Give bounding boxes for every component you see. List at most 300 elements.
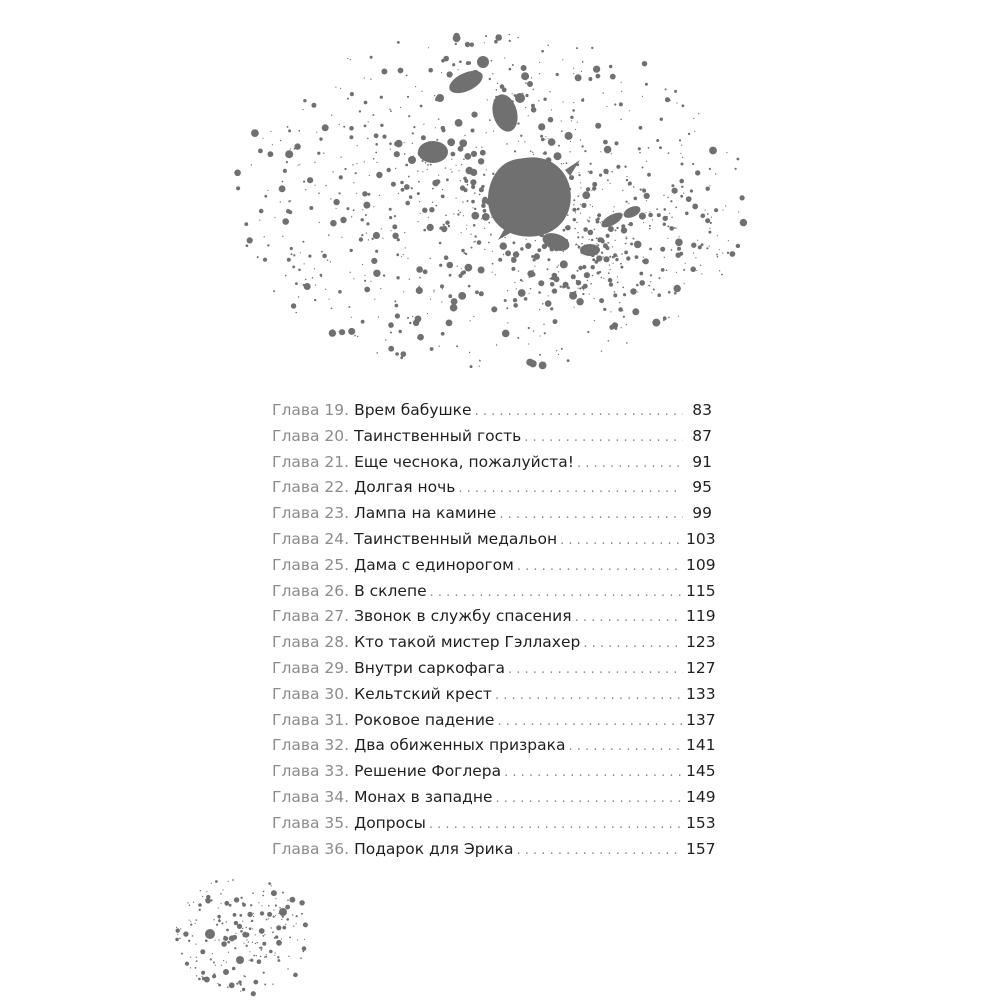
ink-speck	[618, 307, 623, 312]
ink-speck	[692, 163, 694, 165]
ink-speck	[514, 150, 516, 152]
ink-speck	[674, 90, 677, 93]
chapter-title: Решение Фоглера	[354, 762, 502, 781]
ink-speck	[505, 237, 506, 238]
ink-speck	[347, 98, 349, 100]
ink-speck	[574, 228, 576, 230]
ink-speck	[438, 118, 440, 120]
ink-speck	[580, 139, 581, 140]
ink-speck	[309, 206, 313, 210]
ink-speck	[314, 162, 315, 163]
ink-speck	[607, 242, 609, 244]
ink-speck	[580, 182, 581, 183]
ink-speck	[681, 163, 684, 166]
ink-speck	[540, 135, 543, 138]
ink-speck	[504, 200, 505, 201]
ink-speck	[245, 976, 246, 977]
ink-speck	[252, 942, 253, 943]
ink-speck	[580, 213, 581, 214]
ink-speck	[447, 138, 455, 146]
ink-speck	[375, 250, 378, 253]
ink-speck	[409, 279, 410, 280]
ink-speck	[512, 93, 513, 94]
ink-speck	[264, 984, 266, 986]
ink-speck	[259, 928, 265, 934]
ink-speck	[328, 234, 330, 236]
ink-speck	[422, 160, 424, 162]
chapter-title: Таинственный медальон	[354, 529, 558, 548]
ink-speck	[293, 925, 294, 926]
ink-speck	[455, 119, 463, 127]
ink-speck	[690, 189, 693, 192]
ink-speck	[471, 212, 479, 220]
toc-entry	[272, 424, 712, 450]
ink-speck	[380, 288, 381, 289]
ink-speck	[592, 182, 597, 187]
page-number: 91	[692, 452, 712, 471]
ink-speck	[531, 104, 535, 108]
toc-entry	[272, 656, 716, 682]
ink-speck	[369, 175, 370, 176]
ink-speck	[275, 904, 277, 906]
ink-speck	[616, 165, 620, 169]
ink-speck	[340, 217, 346, 223]
ink-speck	[550, 192, 553, 195]
ink-speck	[405, 247, 406, 248]
ink-speck	[538, 100, 539, 101]
ink-speck	[608, 226, 614, 232]
ink-speck	[727, 252, 729, 254]
ink-speck	[609, 256, 611, 258]
ink-speck	[558, 145, 560, 147]
dot-leader	[577, 451, 683, 477]
ink-speck	[474, 208, 476, 210]
ink-speck	[256, 955, 257, 956]
ink-speck	[531, 158, 539, 166]
ink-speck	[330, 261, 331, 262]
ink-speck	[492, 263, 494, 265]
ink-speck	[542, 244, 547, 249]
ink-speck	[575, 74, 582, 81]
ink-speck	[275, 952, 276, 953]
ink-speck	[416, 266, 423, 273]
ink-speck	[681, 186, 683, 188]
ink-speck	[639, 213, 646, 220]
ink-speck	[302, 241, 304, 243]
ink-speck	[293, 973, 298, 978]
ink-speck	[668, 152, 670, 154]
ink-speck	[457, 213, 459, 215]
ink-speck	[588, 171, 589, 172]
ink-speck	[545, 136, 546, 137]
ink-speck	[585, 192, 586, 193]
ink-speck	[361, 320, 365, 324]
ink-speck	[633, 186, 635, 188]
ink-speck	[582, 191, 590, 199]
ink-speck	[201, 971, 205, 975]
ink-speck	[496, 89, 498, 91]
ink-speck	[253, 916, 254, 917]
ink-speck	[451, 298, 458, 305]
ink-speck	[539, 62, 540, 63]
ink-speck	[406, 75, 408, 77]
ink-speck	[474, 192, 476, 194]
ink-speck	[548, 138, 549, 139]
ink-speck	[717, 256, 719, 258]
ink-speck	[730, 251, 736, 257]
ink-speck	[257, 942, 258, 943]
ink-speck	[364, 125, 367, 128]
ink-speck	[395, 304, 399, 308]
ink-speck	[338, 290, 342, 294]
ink-speck	[226, 921, 227, 922]
ink-speck	[527, 270, 534, 277]
ink-speck	[323, 153, 324, 154]
ink-speck	[565, 132, 573, 140]
ink-speck	[513, 298, 517, 302]
ink-speck	[517, 190, 519, 192]
ink-speck	[267, 244, 269, 246]
ink-speck	[340, 88, 341, 89]
ink-speck	[275, 898, 276, 899]
ink-speck	[663, 223, 666, 226]
ink-speck	[425, 162, 427, 164]
ink-speck	[502, 330, 510, 338]
ink-speck	[698, 113, 699, 114]
ink-speck	[533, 270, 534, 271]
ink-speck	[355, 172, 357, 174]
ink-speck	[664, 208, 667, 211]
ink-speck	[596, 220, 600, 224]
ink-speck	[264, 236, 265, 237]
ink-speck	[509, 34, 510, 35]
ink-speck	[602, 189, 603, 190]
ink-speck	[683, 193, 684, 194]
ink-speck	[573, 218, 576, 221]
ink-speck	[374, 299, 375, 300]
ink-speck	[535, 202, 536, 203]
table-of-contents	[272, 398, 716, 862]
ink-speck	[547, 243, 550, 246]
ink-speck	[227, 937, 228, 938]
ink-speck	[458, 292, 466, 300]
ink-speck	[411, 187, 413, 189]
page-number: 87	[692, 426, 712, 445]
ink-speck	[314, 268, 315, 269]
ink-speck	[305, 189, 306, 190]
ink-speck	[346, 207, 349, 210]
ink-speck	[305, 279, 307, 281]
ink-speck	[486, 132, 487, 133]
ink-speck	[202, 896, 203, 897]
ink-speck	[250, 904, 252, 906]
ink-speck	[285, 905, 290, 910]
ink-speck	[242, 902, 244, 904]
ink-speck	[253, 913, 254, 914]
ink-speck	[596, 254, 597, 255]
ink-speck	[400, 107, 401, 108]
ink-speck	[507, 290, 508, 291]
ink-speck	[601, 221, 602, 222]
ink-speck	[281, 919, 282, 920]
ink-speck	[441, 195, 445, 199]
ink-speck	[613, 293, 617, 297]
ink-speck	[524, 297, 528, 301]
ink-speck	[542, 181, 544, 183]
ink-speck	[659, 277, 661, 279]
ink-speck	[578, 172, 579, 173]
toc-entry	[272, 398, 712, 424]
ink-speck	[642, 189, 646, 193]
ink-speck	[498, 258, 502, 262]
ink-speck	[226, 929, 229, 932]
ink-speck	[439, 227, 442, 230]
ink-speck	[252, 928, 253, 929]
page-number: 153	[686, 813, 716, 832]
ink-speck	[573, 73, 574, 74]
ink-speck	[232, 939, 233, 940]
ink-speck	[394, 141, 399, 146]
ink-speck	[187, 902, 188, 903]
ink-speck	[468, 61, 472, 65]
ink-speck	[279, 907, 281, 909]
page-number: 145	[686, 762, 716, 781]
ink-speck	[251, 991, 256, 996]
ink-speck	[686, 196, 692, 202]
ink-speck	[430, 347, 434, 351]
chapter-title: Еще чеснока, пожалуйста!	[354, 452, 574, 471]
ink-speck	[573, 68, 574, 69]
ink-speck	[375, 143, 378, 146]
ink-speck	[394, 151, 400, 157]
ink-speck	[460, 185, 465, 190]
ink-speck	[719, 249, 720, 250]
ink-speck	[479, 291, 484, 296]
ink-speck	[495, 96, 497, 98]
ink-speck	[569, 151, 570, 152]
ink-speck	[422, 171, 423, 172]
ink-speck	[494, 99, 496, 101]
ink-speck	[404, 232, 405, 233]
ink-speck	[446, 178, 449, 181]
ink-speck	[289, 936, 291, 938]
ink-speck	[541, 138, 545, 142]
ink-speck	[354, 335, 356, 337]
ink-speck	[471, 247, 473, 249]
ink-speck	[671, 184, 674, 187]
ink-speck	[609, 65, 612, 68]
ink-speck	[556, 73, 559, 76]
ink-speck	[271, 890, 277, 896]
ink-speck	[587, 219, 588, 220]
ink-speck	[562, 285, 565, 288]
ink-speck	[275, 935, 278, 938]
ink-speck	[614, 291, 616, 293]
ink-speck	[292, 266, 295, 269]
ink-speck	[441, 72, 442, 73]
ink-speck	[526, 239, 527, 240]
chapter-number: Глава 20.	[272, 426, 350, 445]
ink-speck	[319, 222, 320, 223]
ink-speck	[648, 285, 649, 286]
ink-speck	[382, 135, 386, 139]
ink-speck	[395, 168, 396, 169]
ink-speck	[298, 296, 299, 297]
ink-speck	[434, 95, 435, 96]
ink-speck	[320, 274, 323, 277]
ink-speck	[512, 64, 514, 66]
ink-speck	[709, 228, 710, 229]
ink-speck	[390, 332, 392, 334]
ink-speck	[636, 284, 639, 287]
ink-speck	[438, 346, 439, 347]
toc-entry	[272, 501, 712, 527]
ink-speck	[653, 289, 655, 291]
ink-speck	[177, 934, 178, 935]
ink-speck	[664, 257, 665, 258]
ink-speck	[253, 955, 255, 957]
ink-speck	[287, 126, 289, 128]
ink-speck	[567, 359, 570, 362]
ink-speck	[561, 348, 563, 350]
ink-speck	[427, 313, 428, 314]
ink-speck	[330, 220, 337, 227]
ink-speck	[608, 278, 613, 283]
ink-speck	[577, 270, 579, 272]
ink-speck	[601, 252, 603, 254]
ink-speck	[620, 266, 623, 269]
ink-speck	[539, 362, 547, 370]
ink-speck	[526, 165, 527, 166]
ink-speck	[333, 199, 339, 205]
ink-speck	[401, 188, 405, 192]
ink-speck	[209, 933, 210, 934]
ink-speck	[529, 293, 530, 294]
ink-speck	[405, 164, 408, 167]
ink-speck	[418, 181, 420, 183]
ink-speck	[469, 352, 470, 353]
ink-speck	[271, 885, 272, 886]
ink-speck	[545, 300, 552, 307]
ink-speck	[288, 956, 289, 957]
ink-speck	[266, 954, 267, 955]
ink-speck	[390, 149, 391, 150]
ink-speck	[215, 940, 216, 941]
ink-speck	[669, 226, 674, 231]
dot-leader	[517, 554, 683, 580]
ink-speck	[257, 256, 259, 258]
ink-speck	[491, 306, 497, 312]
ink-speck	[364, 287, 370, 293]
ink-speck	[389, 216, 392, 219]
ink-speck	[576, 222, 577, 223]
ink-speck	[577, 195, 579, 197]
ink-speck	[569, 188, 571, 190]
ink-speck	[565, 249, 566, 250]
ink-speck	[518, 289, 526, 297]
ink-speck	[494, 40, 498, 44]
ink-speck	[357, 336, 358, 337]
ink-speck	[322, 124, 329, 131]
ink-speck	[464, 135, 465, 136]
ink-speck	[561, 180, 565, 184]
ink-speck	[693, 253, 694, 254]
ink-speck	[534, 190, 535, 191]
ink-speck	[373, 270, 380, 277]
toc-entry	[272, 604, 716, 630]
ink-speck	[403, 254, 404, 255]
ink-speck	[458, 274, 462, 278]
ink-speck	[588, 230, 594, 236]
ink-speck	[726, 152, 727, 153]
ink-speck	[670, 100, 671, 101]
ink-speck	[212, 974, 216, 978]
ink-speck	[247, 912, 252, 917]
ink-speck	[580, 204, 581, 205]
ink-speck	[433, 290, 434, 291]
ink-speck	[196, 975, 197, 976]
ink-speck	[589, 171, 593, 175]
ink-speck	[361, 234, 363, 236]
ink-speck	[533, 330, 534, 331]
ink-speck	[656, 139, 659, 142]
ink-speck	[288, 210, 292, 214]
toc-entry	[272, 708, 716, 734]
ink-speck	[460, 180, 461, 181]
ink-speck	[281, 938, 282, 939]
ink-speck	[264, 956, 265, 957]
ink-speck	[228, 881, 229, 882]
ink-speck	[685, 212, 689, 216]
ink-speck	[380, 96, 383, 99]
ink-speck	[582, 293, 584, 295]
ink-speck	[226, 962, 227, 963]
toc-entry	[272, 475, 712, 501]
ink-speck	[666, 270, 668, 272]
ink-speck	[555, 155, 556, 156]
ink-speck	[721, 274, 723, 276]
ink-speck	[565, 180, 566, 181]
ink-speck	[529, 360, 536, 367]
ink-speck	[682, 157, 683, 158]
ink-speck	[483, 209, 487, 213]
ink-speck	[236, 983, 238, 985]
ink-speck	[368, 121, 369, 122]
ink-speck	[496, 344, 497, 345]
ink-speck	[404, 142, 405, 143]
toc-entry	[272, 733, 716, 759]
ink-speck	[205, 939, 208, 942]
ink-speck	[554, 245, 555, 246]
ink-speck	[552, 291, 553, 292]
ink-speck	[412, 316, 413, 317]
ink-speck	[480, 150, 486, 156]
ink-speck	[623, 316, 625, 318]
ink-speck	[223, 960, 224, 961]
ink-speck	[728, 240, 729, 241]
ink-speck	[238, 960, 242, 964]
ink-speck	[302, 109, 303, 110]
ink-speck	[532, 152, 533, 153]
ink-speck	[504, 203, 505, 204]
ink-speck	[556, 187, 559, 190]
ink-speck	[407, 96, 409, 98]
ink-speck	[280, 140, 282, 142]
ink-speck	[308, 255, 311, 258]
ink-speck	[276, 925, 281, 930]
ink-speck	[594, 298, 595, 299]
dot-leader	[499, 502, 683, 528]
